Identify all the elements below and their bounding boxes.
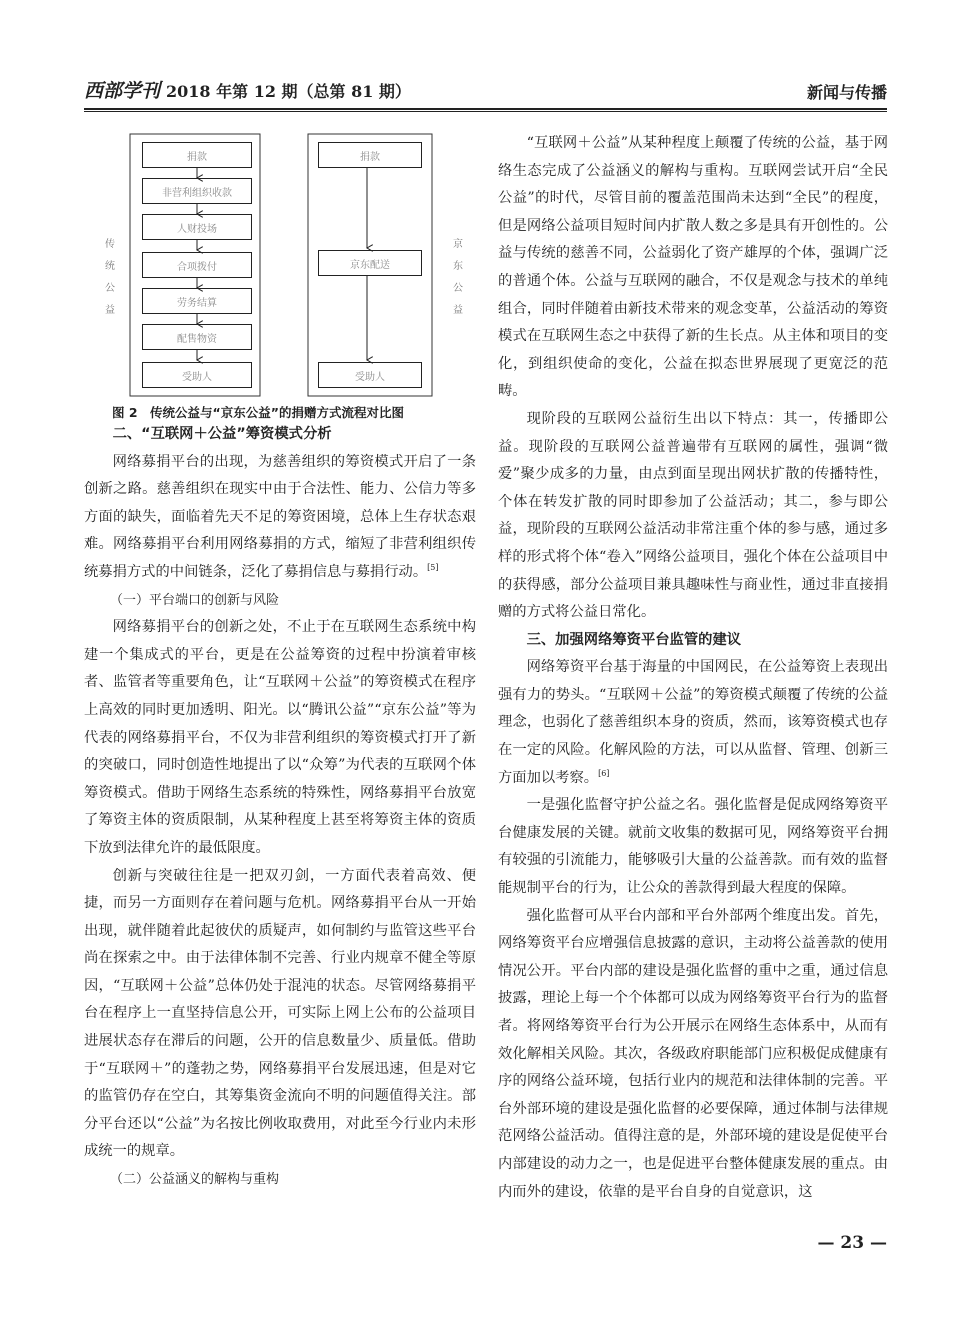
right-step-2: 京东配送 [318,250,422,276]
paragraph: 网络募捐平台的创新之处，不止于在互联网生态系统中构建一个集成式的平台，更是在公益筹资的过程中扮演着审核者、监管者等重要角色，让“互联网＋公益”的筹资模式在程序上高效的同时更加透明、阳光。以“腾讯公益”“京东公益”等为代表的网络募捐平台，不仅为非营利组织的筹资模式打开了新的突破口，同时创造性地提出了以“众筹”为代表的互联网个体筹资模式。借助于网络生态系统的特殊性，网络募捐平台放宽了筹资主体的资质限制，从某种程度上甚至将筹资主体的资质下放到法律允许的最低限度。 [84,619,476,856]
citation-ref: [5] [427,563,439,573]
header-rule [84,108,887,110]
subheading-2: （二）公益涵义的解构与重构 [110,1172,280,1188]
left-step-4: 合项拨付 [142,252,252,278]
journal-header [84,76,411,103]
page-number: — 23 — [817,1233,887,1253]
left-step-3: 人财投场 [142,214,252,240]
journal-logo: 西部学刊 [84,80,161,102]
figure-caption: 图 2 传统公益与“京东公益”的捐赠方式流程对比图 [112,405,404,420]
paragraph: 创新与突破往往是一把双刃剑，一方面代表着高效、便捷，而另一方面则存在着问题与危机。网络募捐平台从一开始出现，就伴随着此起彼伏的质疑声，如何制约与监管这些平台尚在探索之中。由于法律体制不完善、行业内规章不健全等原因，“互联网＋公益”总体仍处于混沌的状态。尽管网络募捐平台在程序上一直坚持信息公开，可实际上网上公布的公益项目进展状态存在滞后的问题，公开的信息数量少、质量低。借助于“互联网＋”的蓬勃之势，网络募捐平台发展迅速，但是对它的监管仍存在空白，其筹集资金流向不明的问题值得关注。部分平台还以“公益”为名按比例收取费用，对此至今行业内未形成统一的规章。 [84,867,476,1160]
paragraph: 现阶段的互联网公益衍生出以下特点：其一，传播即公益。现阶段的互联网公益普遍带有互联网的属性，强调“微爱”聚少成多的力量，由点到面呈现出网状扩散的传播特性，个体在转发扩散的同时即参加了公益活动；其二，参与即公益，现阶段的互联网公益活动非常注重个体的参与感，通过多样的形式将个体“卷入”网络公益项目，强化个体在公益项目中的获得感，部分公益项目兼具趣味性与商业性，通过非直接捐赠的方式将公益日常化。 [498,410,888,621]
paragraph: “互联网＋公益”从某种程度上颠覆了传统的公益，基于网络生态完成了公益涵义的解构与重构。互联网尝试开启“全民公益”的时代，尽管目前的覆盖范围尚未达到“全民”的程度，但是网络公益项目短时间内扩散人数之多是具有开创性的。公益与传统的慈善不同，公益弱化了资产雄厚的个体，强调广泛的普通个体。公益与互联网的融合，不仅是观念与技术的单纯组合，同时伴随着由新技术带来的观念变革，公益活动的筹资模式在互联网生态之中获得了新的生长点。从主体和项目的变化，到组织使命的变化，公益在拟态世界展现了更宽泛的范畴。 [498,135,888,400]
left-step-6: 配售物资 [142,324,252,350]
paragraph: 网络募捐平台的出现，为慈善组织的筹资模式开启了一条创新之路。慈善组织在现实中由于合法性、能力、公信力等多方面的缺失，面临着先天不足的筹资困境，总体上生存状态艰难。网络募捐平台利用网络募捐的方式，缩短了非营利组织传统募捐方式的中间链条，泛化了募捐信息与募捐行动。[5] [84,453,476,580]
paragraph: 一是强化监督守护公益之名。强化监督是促成网络筹资平台健康发展的关键。就前文收集的数据可见，网络筹资平台拥有较强的引流能力，能够吸引大量的公益善款。而有效的监督能规制平台的行为，让公众的善款得到最大程度的保障。 [498,797,888,897]
right-column [498,130,888,1206]
header-rule-thin [84,111,887,112]
paragraph: 强化监督可从平台内部和平台外部两个维度出发。首先，网络筹资平台应增强信息披露的意识，主动将公益善款的使用情况公开。平台内部的建设是强化监督的重中之重，通过信息披露，理论上每一个个体都可以成为网络筹资平台行为的监督者。将网络筹资平台行为公开展示在网络生态体系中，从而有效化解相关风险。其次，各级政府职能部门应积极促成健康有序的网络公益环境，包括行业内的规范和法律体制的完善。平台外部环境的建设是强化监督的必要保障，通过体制与法律规范网络公益活动。值得注意的是，外部环境的建设是促使平台内部建设的动力之一，也是促进平台整体健康发展的重点。由内而外的建设，依靠的是平台自身的自觉意识，这 [498,907,888,1200]
left-step-5: 劳务结算 [142,288,252,314]
section-heading-2: 二、“互联网＋公益”筹资模式分析 [112,426,332,442]
issue-info: 2018 年第 12 期（总第 81 期） [166,82,411,101]
left-step-1: 捐款 [142,142,252,168]
citation-ref: [6] [598,768,610,778]
left-column [84,421,476,1194]
paragraph: 网络筹资平台基于海量的中国网民，在公益筹资上表现出强有力的势头。“互联网＋公益”的筹资模式颠覆了传统的公益理念，也弱化了慈善组织本身的资质，然而，该筹资模式也存在一定的风险。化解风险的方法，可以从监督、管理、创新三方面加以考察。[6] [498,659,888,786]
left-vertical-label: 传统公益 [105,239,115,316]
flow-diagram [84,130,476,400]
section-title: 新闻与传播 [806,83,887,102]
right-step-1: 捐款 [318,142,422,168]
subheading-1: （一）平台端口的创新与风险 [110,592,280,608]
right-vertical-label: 京东公益 [453,239,463,316]
section-heading-3: 三、加强网络筹资平台监管的建议 [526,631,742,648]
right-step-3: 受助人 [318,362,422,388]
left-step-2: 非营利组织收款 [142,178,252,204]
left-step-7: 受助人 [142,362,252,388]
